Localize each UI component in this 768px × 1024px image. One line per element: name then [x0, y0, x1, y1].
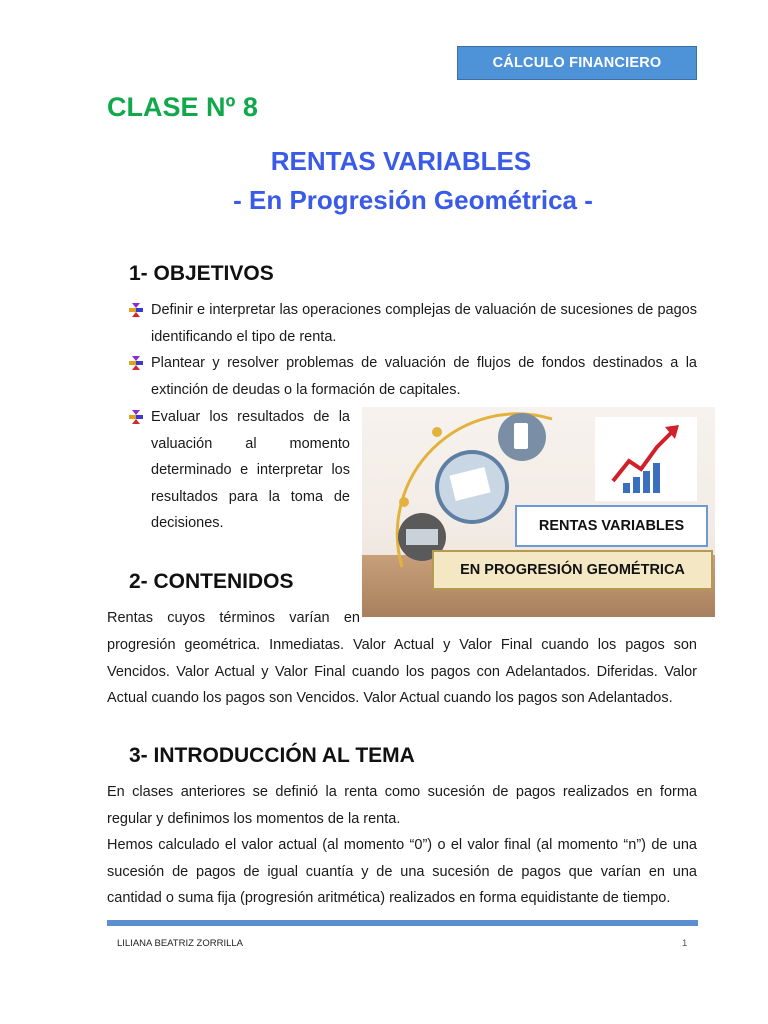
- bullet-arrow-icon: [129, 356, 143, 370]
- objetivos-heading: 1- OBJETIVOS: [129, 262, 274, 285]
- contenidos-heading: 2- CONTENIDOS: [129, 570, 294, 593]
- objetivo-item: Evaluar los resultados de la valuación al momento determinado e interpretar los resultados para la toma de decisiones.: [151, 409, 350, 531]
- introduccion-heading: 3- INTRODUCCIÓN AL TEMA: [129, 744, 415, 767]
- class-number: CLASE Nº 8: [107, 92, 258, 122]
- contenidos-text: progresión geométrica. Inmediatas. Valor Actual y Valor Final cuando los pagos son Vencidos. Valor Actual y Valor Final cuando los pagos con Adelantados. Diferidas. Valor Actual cuando los pagos son Vencidos. Valor Actual cuando los pagos son Adelantados.: [107, 637, 697, 706]
- hero-label-progresion: EN PROGRESIÓN GEOMÉTRICA: [432, 550, 713, 590]
- page-number: 1: [682, 938, 688, 949]
- bullet-arrow-icon: [129, 410, 143, 424]
- main-subtitle: - En Progresión Geométrica -: [233, 185, 593, 215]
- bullet-arrow-icon: [129, 303, 143, 317]
- course-badge: CÁLCULO FINANCIERO: [457, 46, 697, 80]
- rentas-illustration: [362, 407, 715, 617]
- arrow-up-chart-icon: [595, 417, 697, 501]
- introduccion-paragraph: Hemos calculado el valor actual (al momento “0”) o el valor final (al momento “n”) de una sucesión de pagos de igual cuantía y de una sucesión de pagos que varían en una cantidad o suma fija (progresión aritmética) realizados en forma equidistante de tiempo.: [107, 837, 697, 906]
- footer-divider: [107, 920, 698, 926]
- objetivo-item: Definir e interpretar las operaciones complejas de valuación de sucesiones de pagos identificando el tipo de renta.: [151, 302, 697, 345]
- contenidos-text-line1: Rentas cuyos términos varían en: [107, 610, 360, 626]
- introduccion-paragraph: En clases anteriores se definió la renta como sucesión de pagos realizados en forma regular y definimos los momentos de la renta.: [107, 784, 697, 827]
- footer-author: LILIANA BEATRIZ ZORRILLA: [117, 938, 244, 949]
- growth-chart-graphic: [595, 417, 697, 501]
- main-title: RENTAS VARIABLES: [270, 146, 532, 176]
- hero-label-rentas: RENTAS VARIABLES: [515, 505, 708, 547]
- objetivo-item: Plantear y resolver problemas de valuación de flujos de fondos destinados a la extinción de deudas o la formación de capitales.: [151, 355, 697, 398]
